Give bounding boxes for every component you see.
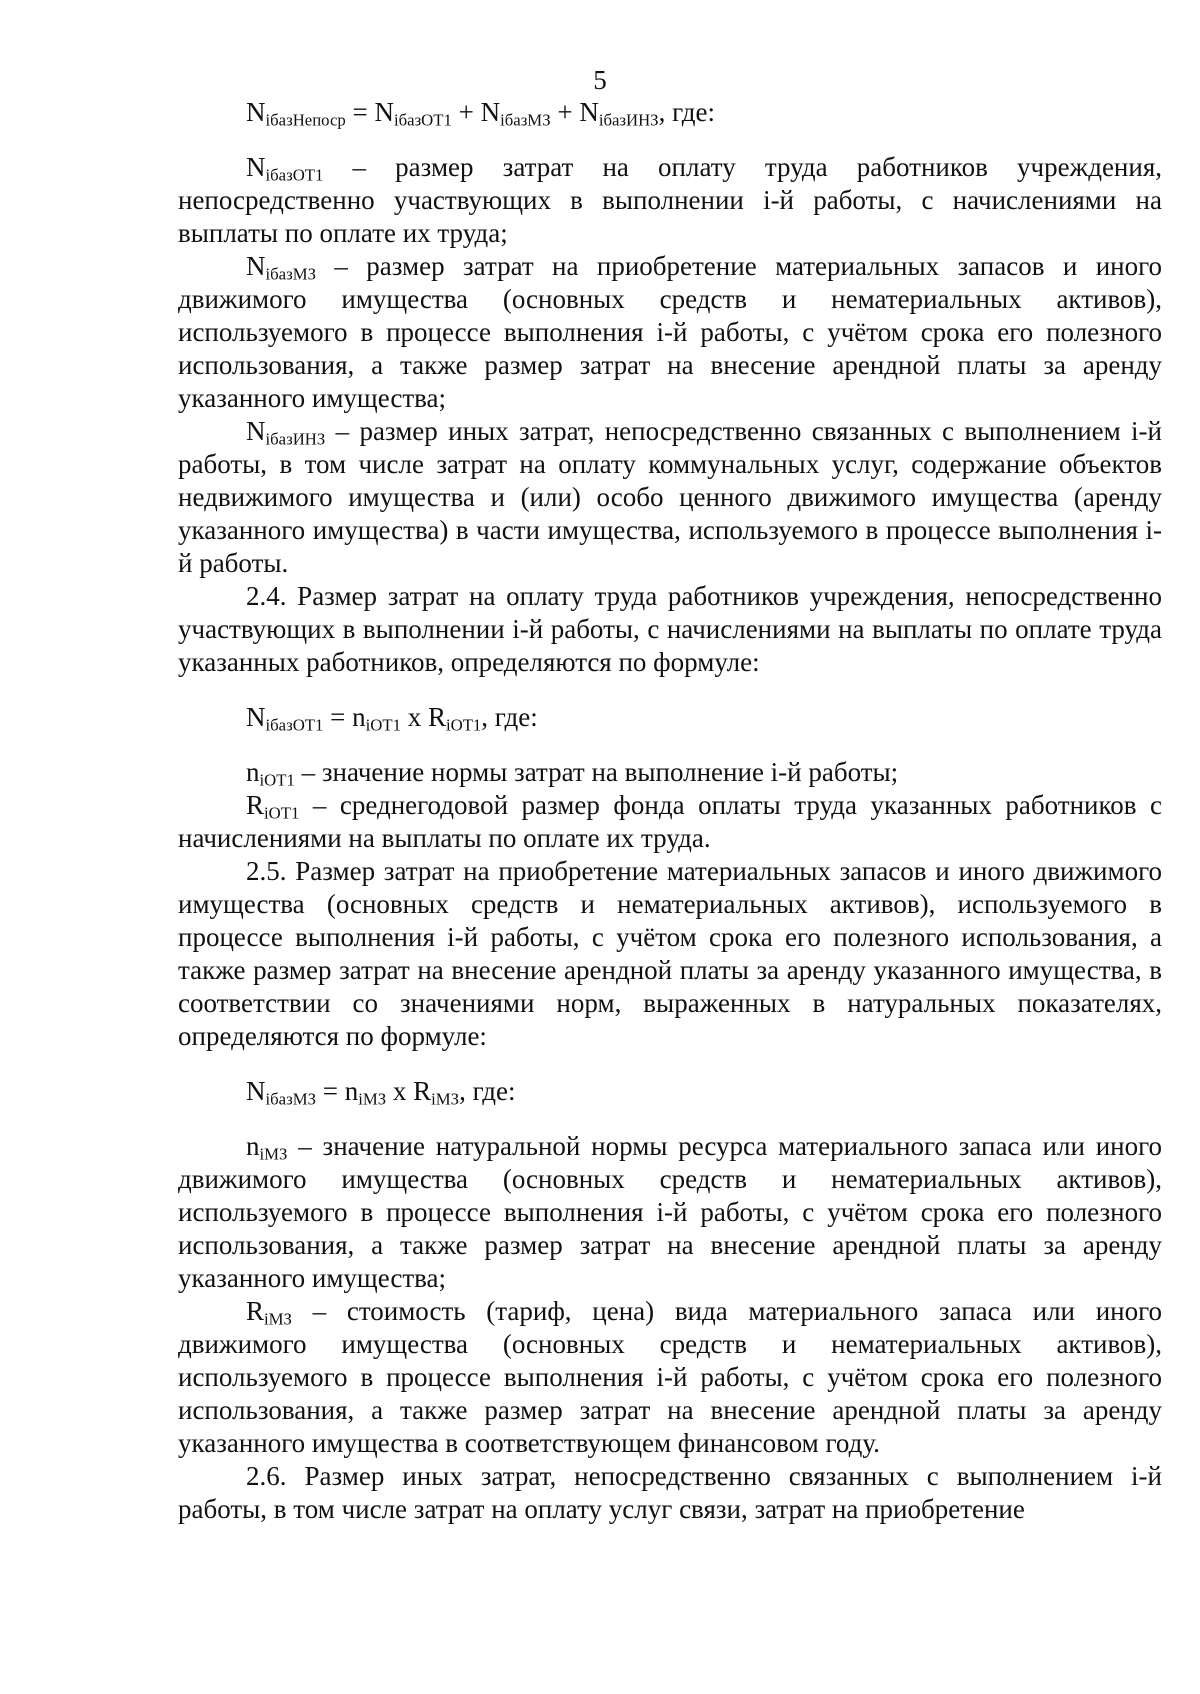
document-body: [178, 96, 1162, 1526]
formula-base-direct-costs: $N_{iбазНепоср} = N_{iбазОТ1} + N_{iбазМЗ} + N_{iбазИНЗ}$, где:: [246, 97, 716, 130]
definition-material-price: $R_{iМЗ}$ – стоимость (тариф, цена) вида материального запаса или иного движимого имущества (основных средств и нематериальных активов), используемого в процессе выполнения i-й работы, с учётом срока его полезного использования, а также размер затрат на внесение арендной платы за аренду указанного имущества в соответствующем финансовом году.: [178, 1296, 1162, 1458]
paragraph-2-6: 2.6. Размер иных затрат, непосредственно связанных с выполнением i-й работы, в том числе затрат на оплату услуг связи, затрат на приобретение: [178, 1461, 1162, 1524]
definition-labor-fund: $R_{iОТ1}$ – среднегодовой размер фонда оплаты труда указанных работников с начислениями на выплаты по оплате их труда.: [178, 790, 1162, 853]
definition-material-norm: $n_{iМЗ}$ – значение натуральной нормы ресурса материального запаса или иного движимого имущества (основных средств и нематериальных активов), используемого в процессе выполнения i-й работы, с учётом срока его полезного использования, а также размер затрат на внесение арендной платы за аренду указанного имущества;: [178, 1131, 1162, 1293]
paragraph-2-4: 2.4. Размер затрат на оплату труда работников учреждения, непосредственно участвующих в выполнении i-й работы, с начислениями на выплаты по оплате труда указанных работников, определяются по формуле:: [178, 581, 1162, 677]
definition-other-costs: $N_{iбазИНЗ}$ – размер иных затрат, непосредственно связанных с выполнением i-й работы, в том числе затрат на оплату коммунальных услуг, содержание объектов недвижимого имущества и (или) особо ценного движимого имущества (аренду указанного имущества) в части имущества, используемого в процессе выполнения i-й работы.: [178, 416, 1162, 578]
definition-labor-costs: $N_{iбазОТ1}$ – размер затрат на оплату труда работников учреждения, непосредственно участвующих в выполнении i-й работы, с начислениями на выплаты по оплате их труда;: [178, 152, 1162, 248]
definition-material-costs: $N_{iбазМЗ}$ – размер затрат на приобретение материальных запасов и иного движимого имущества (основных средств и нематериальных активов), используемого в процессе выполнения i-й работы, с учётом срока его полезного использования, а также размер затрат на внесение арендной платы за аренду указанного имущества;: [178, 251, 1162, 413]
definition-labor-norm: $n_{iОТ1}$ – значение нормы затрат на выполнение i-й работы;: [246, 757, 899, 790]
paragraph-2-5: 2.5. Размер затрат на приобретение материальных запасов и иного движимого имущества (основных средств и нематериальных активов), используемого в процессе выполнения i-й работы, с учётом срока его полезного использования, а также размер затрат на внесение арендной платы за аренду указанного имущества, в соответствии со значениями норм, выраженных в натуральных показателях, определяются по формуле:: [178, 856, 1162, 1051]
formula-labor-costs: $N_{iбазОТ1} = n_{iОТ1}$ x $R_{iОТ1}$, где:: [246, 702, 538, 735]
page-number: 5: [593, 65, 607, 95]
formula-material-costs: $N_{iбазМЗ} = n_{iМЗ}$ x $R_{iМЗ}$, где:: [246, 1076, 516, 1109]
